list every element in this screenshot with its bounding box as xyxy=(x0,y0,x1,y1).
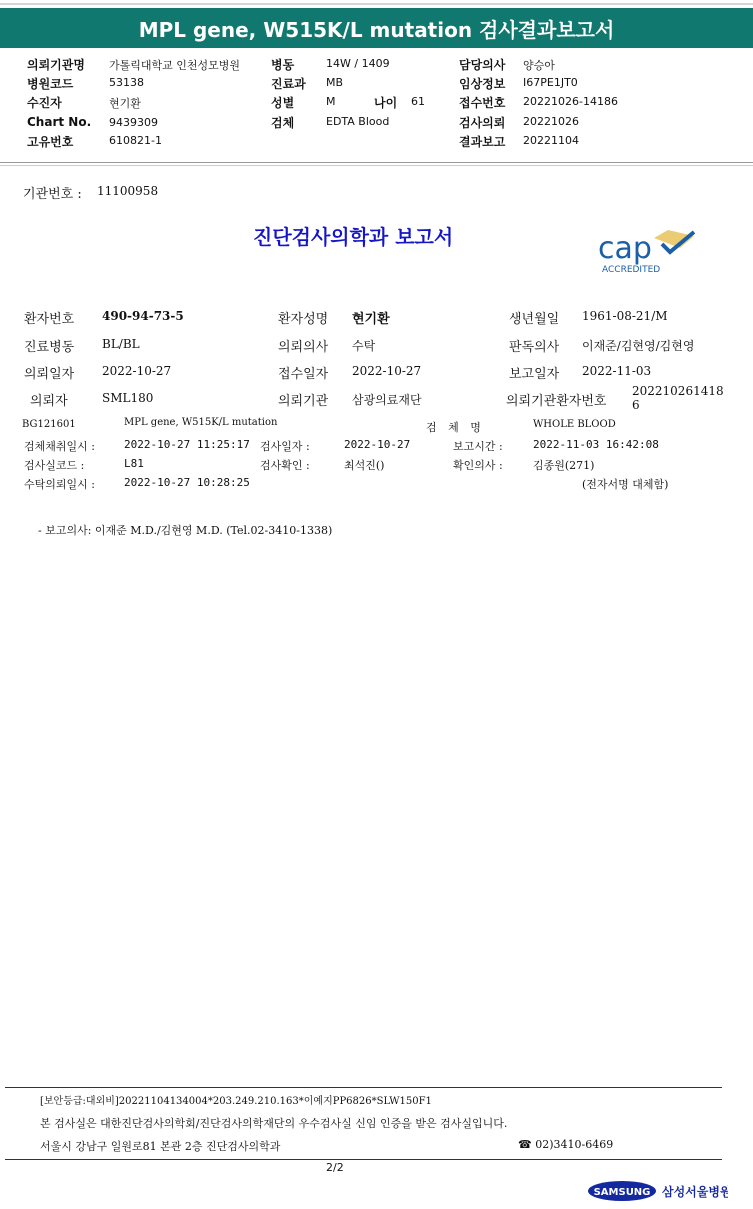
ward-value: 14W / 1409 xyxy=(326,57,390,70)
test-confirm-label: 검사확인 : xyxy=(260,459,310,472)
patient-label: 수진자 xyxy=(27,96,62,110)
specimen-value: EDTA Blood xyxy=(326,115,390,128)
sex-label: 성별 xyxy=(271,96,295,110)
test-code: BG121601 xyxy=(22,419,76,430)
top-border xyxy=(0,3,753,5)
req-doctor-value: 수탁 xyxy=(352,339,376,353)
org-id-value: 11100958 xyxy=(97,184,159,198)
chart-no-value: 9439309 xyxy=(109,116,158,129)
esign-note: (전자서명 대체함) xyxy=(582,478,669,491)
footer-divider-top xyxy=(5,1087,722,1088)
confirm-doctor-label: 확인의사 : xyxy=(453,459,503,472)
test-confirm-value: 최석진() xyxy=(344,459,385,472)
req-date-label: 의뢰일자 xyxy=(24,367,75,382)
lab-report-title: 진단검사의학과 보고서 xyxy=(253,225,454,249)
birth-value: 1961-08-21/M xyxy=(582,309,668,323)
header-divider-2 xyxy=(0,165,753,166)
report-time-value: 2022-11-03 16:42:08 xyxy=(533,438,659,451)
org-id-label: 기관번호 : xyxy=(23,187,82,202)
result-report-value: 20221104 xyxy=(523,134,579,147)
hospital-wordmark: 삼성서울병원 xyxy=(662,1185,728,1199)
phone-text: ☎ 02)3410-6469 xyxy=(518,1138,614,1151)
security-line: [보안등급:대외비]20221104134004*203.249.210.163*이예지PP6826*SLW150F1 xyxy=(40,1096,432,1107)
patient-no-label: 환자번호 xyxy=(24,312,75,327)
test-date-label: 검사일자 : xyxy=(260,440,310,453)
test-date-value: 2022-10-27 xyxy=(344,438,411,451)
clinical-info-value: I67PE1JT0 xyxy=(523,76,578,89)
samsung-wordmark: SAMSUNG xyxy=(593,1187,651,1198)
specimen-name-value: WHOLE BLOOD xyxy=(533,419,616,430)
reading-doctor-value: 이재준/김현영/김현영 xyxy=(582,339,695,353)
report-date-value: 2022-11-03 xyxy=(582,364,652,378)
receipt-date-value: 2022-10-27 xyxy=(352,364,422,378)
patient-name-label: 환자성명 xyxy=(278,312,329,327)
org-patient-no-label: 의뢰기관환자번호 xyxy=(506,394,607,409)
samsung-logo-icon xyxy=(588,1180,728,1202)
doctor-label: 담당의사 xyxy=(459,58,506,72)
age-label: 나이 xyxy=(374,96,398,110)
requester-value: SML180 xyxy=(102,391,154,405)
doctor-value: 양승아 xyxy=(523,59,555,72)
req-org-label: 의뢰기관 xyxy=(278,394,329,409)
lab-code-value: L81 xyxy=(124,457,144,470)
requester-label: 의뢰자 xyxy=(30,394,68,409)
specimen-label: 검체 xyxy=(271,116,295,130)
report-title-bar xyxy=(0,8,753,48)
receipt-no-label: 접수번호 xyxy=(459,96,506,110)
consign-time-value: 2022-10-27 10:28:25 xyxy=(124,476,250,489)
req-doctor-label: 의뢰의사 xyxy=(278,340,329,355)
report-date-label: 보고일자 xyxy=(509,367,560,382)
patient-value: 현기환 xyxy=(109,97,141,110)
ward-label: 병동 xyxy=(271,58,295,72)
page-number: 2/2 xyxy=(326,1161,344,1174)
test-name: MPL gene, W515K/L mutation xyxy=(124,417,278,428)
certification-text: 본 검사실은 대한진단검사의학회/진단검사의학재단의 우수검사실 신임 인증을 받은 검사실입니다. xyxy=(40,1117,508,1130)
reporter-line: - 보고의사: 이재준 M.D./김현영 M.D. (Tel.02-3410-1338) xyxy=(38,524,333,537)
org-patient-no-value-1: 202210261418 xyxy=(632,384,724,398)
receipt-date-label: 접수일자 xyxy=(278,367,329,382)
dept-value: MB xyxy=(326,76,344,89)
header-divider xyxy=(0,162,753,163)
hospital-code-value: 53138 xyxy=(109,76,144,89)
ward-info-value: BL/BL xyxy=(102,337,140,351)
specimen-name-label: 검 체 명 xyxy=(426,421,481,434)
consign-time-label: 수탁의뢰일시 : xyxy=(24,478,95,491)
test-request-value: 20221026 xyxy=(523,115,579,128)
hospital-code-label: 병원코드 xyxy=(27,77,74,91)
collect-time-value: 2022-10-27 11:25:17 xyxy=(124,438,250,451)
org-patient-no-value-2: 6 xyxy=(632,398,640,412)
collect-time-label: 검체채취일시 : xyxy=(24,440,95,453)
confirm-doctor-value: 김종원(271) xyxy=(533,459,595,472)
age-value: 61 xyxy=(411,95,425,108)
patient-no-value: 490-94-73-5 xyxy=(102,309,184,323)
test-request-label: 검사의뢰 xyxy=(459,116,506,130)
dept-label: 진료과 xyxy=(271,77,306,91)
unique-no-label: 고유번호 xyxy=(27,135,74,149)
sex-value: M xyxy=(326,95,336,108)
address-text: 서울시 강남구 일원로81 본관 2층 진단검사의학과 xyxy=(40,1140,281,1153)
cap-logo-sub: ACCREDITED xyxy=(602,265,661,275)
req-date-value: 2022-10-27 xyxy=(102,364,172,378)
footer-divider-bottom xyxy=(5,1159,722,1160)
hospital-name-value: 가톨릭대학교 인천성모병원 xyxy=(109,59,241,72)
receipt-no-value: 20221026-14186 xyxy=(523,95,618,108)
samsung-hospital-logo xyxy=(588,1180,728,1202)
cap-logo-text: cap xyxy=(598,231,652,266)
clinical-info-label: 임상정보 xyxy=(459,77,506,91)
ward-info-label: 진료병동 xyxy=(24,340,75,355)
patient-name-value: 현기환 xyxy=(352,312,390,327)
unique-no-value: 610821-1 xyxy=(109,134,162,147)
req-org-value: 삼광의료재단 xyxy=(352,393,422,407)
birth-label: 생년월일 xyxy=(509,312,560,327)
hospital-name-label: 의뢰기관명 xyxy=(27,58,85,72)
cap-accredited-logo xyxy=(596,226,706,276)
chart-no-label: Chart No. xyxy=(27,115,92,129)
lab-code-label: 검사실코드 : xyxy=(24,459,85,472)
report-time-label: 보고시간 : xyxy=(453,440,503,453)
report-header-title: MPL gene, W515K/L mutation 검사결과보고서 xyxy=(138,17,615,42)
result-report-label: 결과보고 xyxy=(459,135,506,149)
reading-doctor-label: 판독의사 xyxy=(509,340,560,355)
